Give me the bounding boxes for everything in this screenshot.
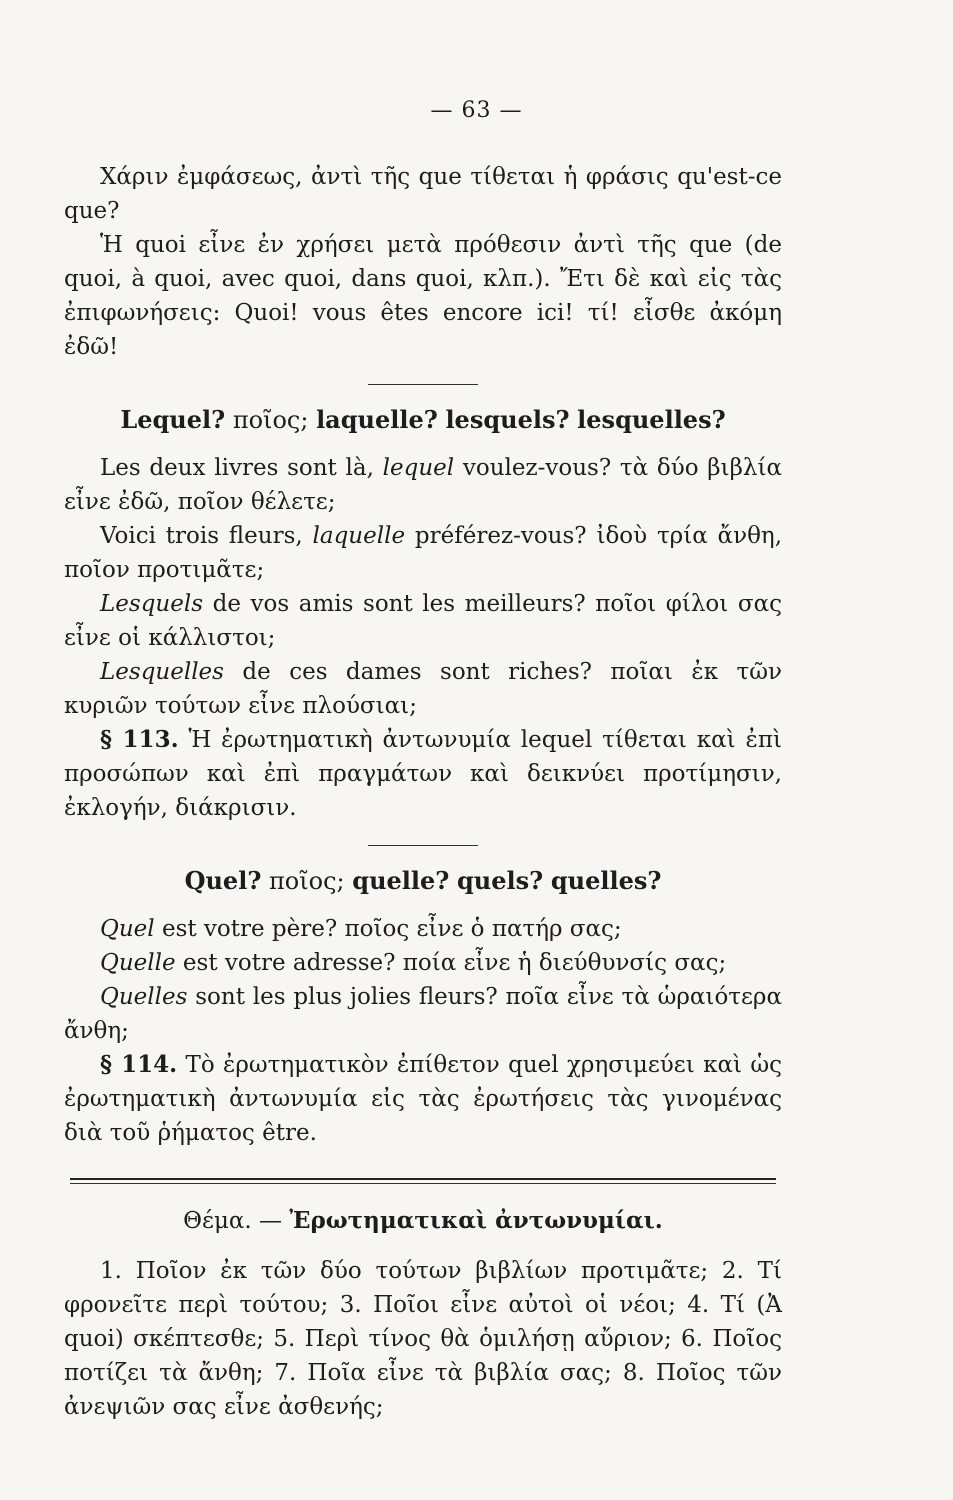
page-number: — 63 —: [430, 98, 523, 123]
section-113-label: § 113.: [100, 726, 179, 753]
theme-label: Θέμα.: [183, 1208, 252, 1234]
heading-quelles: quelles?: [550, 866, 662, 895]
section-114-label: § 114.: [100, 1051, 178, 1078]
heading-lequel-greek: ποῖος;: [232, 406, 309, 434]
heading-lequel: Lequel?: [120, 405, 226, 434]
heading-lesquels: lesquels?: [445, 405, 570, 434]
example-quelles: Quelles sont les plus jolies fleurs? ποῖα εἶνε τὰ ὡραιότερα ἄνθη;: [64, 984, 782, 1044]
example-laquelle: Voici trois fleurs, laquelle préférez-vous? ἰδοὺ τρία ἄνθη, ποῖον προτιμᾶτε;: [64, 523, 783, 583]
section-113: § 113. Ἡ ἐρωτηματικὴ ἀντωνυμία lequel τίθεται καὶ ἐπὶ προσώπων καὶ ἐπὶ πραγμάτων καὶ δεικνύει προτίμησιν, ἐκλογήν, διάκρισιν.: [64, 726, 782, 821]
exercise-text: 1. Ποῖον ἐκ τῶν δύο τούτων βιβλίων προτιμᾶτε; 2. Τί φρονεῖτε περὶ τούτου; 3. Ποῖοι εἶνε αὐτοὶ οἱ νέοι; 4. Τί (Ἀ quoi) σκέπτεσθε; 5. Περὶ τίνος θὰ ὁμιλήσῃ αὔριον; 6. Ποῖος ποτίζει τὰ ἄνθη; 7. Ποῖα εἶνε τὰ βιβλία σας; 8. Ποῖος τῶν ἀνεψιῶν σας εἶνε ἀσθενής;: [64, 1258, 782, 1420]
intro-paragraph: Χάριν ἐμφάσεως, ἀντὶ τῆς que τίθεται ἡ φράσις qu'est-ce que?: [64, 164, 782, 224]
section-divider: [368, 384, 478, 385]
heading-laquelle: laquelle?: [316, 405, 438, 434]
exercise-divider: [70, 1178, 776, 1184]
lequel-heading: [64, 403, 782, 437]
example-quelle: Quelle est votre adresse? ποία εἶνε ἡ διεύθυνσίς σας;: [100, 950, 727, 976]
heading-lesquelles: lesquelles?: [577, 405, 726, 434]
example-lesquelles: Lesquelles de ces dames sont riches? ποῖαι ἐκ τῶν κυριῶν τούτων εἶνε πλούσιαι;: [64, 659, 782, 719]
heading-quel: Quel?: [184, 866, 262, 895]
heading-quel-greek: ποῖος;: [269, 867, 345, 895]
theme-title: Ἐρωτηματικαὶ ἀντωνυμίαι.: [289, 1207, 663, 1234]
section-divider: [368, 845, 478, 846]
heading-quels: quels?: [457, 866, 544, 895]
page-content: [64, 160, 782, 1424]
quoi-usage-paragraph: Ἡ quoi εἶνε ἐν χρήσει μετὰ πρόθεσιν ἀντὶ τῆς que (de quoi, à quoi, avec quoi, dans quoi, κλπ.). Ἔτι δὲ καὶ εἰς τὰς ἐπιφωνήσεις: Quoi! vous êtes encore ici! τί! εἶσθε ἀκόμη ἐδῶ!: [64, 232, 782, 360]
heading-quelle: quelle?: [352, 866, 450, 895]
quel-heading: [64, 864, 782, 898]
example-lequel: Les deux livres sont là, lequel voulez-vous? τὰ δύο βιβλία εἶνε ἐδῶ, ποῖον θέλετε;: [64, 455, 783, 515]
example-quel: Quel est votre père? ποῖος εἶνε ὁ πατήρ σας;: [100, 916, 622, 942]
exercise-heading: Θέμα. — Ἐρωτηματικαὶ ἀντωνυμίαι.: [183, 1207, 663, 1234]
section-114: § 114. Τὸ ἐρωτηματικὸν ἐπίθετον quel χρησιμεύει καὶ ὡς ἐρωτηματικὴ ἀντωνυμία εἰς τὰς ἐρωτήσεις τὰς γινομένας διὰ τοῦ ῥήματος être.: [64, 1051, 782, 1146]
example-lesquels: Lesquels de vos amis sont les meilleurs? ποῖοι φίλοι σας εἶνε οἱ κάλλιστοι;: [64, 591, 782, 651]
